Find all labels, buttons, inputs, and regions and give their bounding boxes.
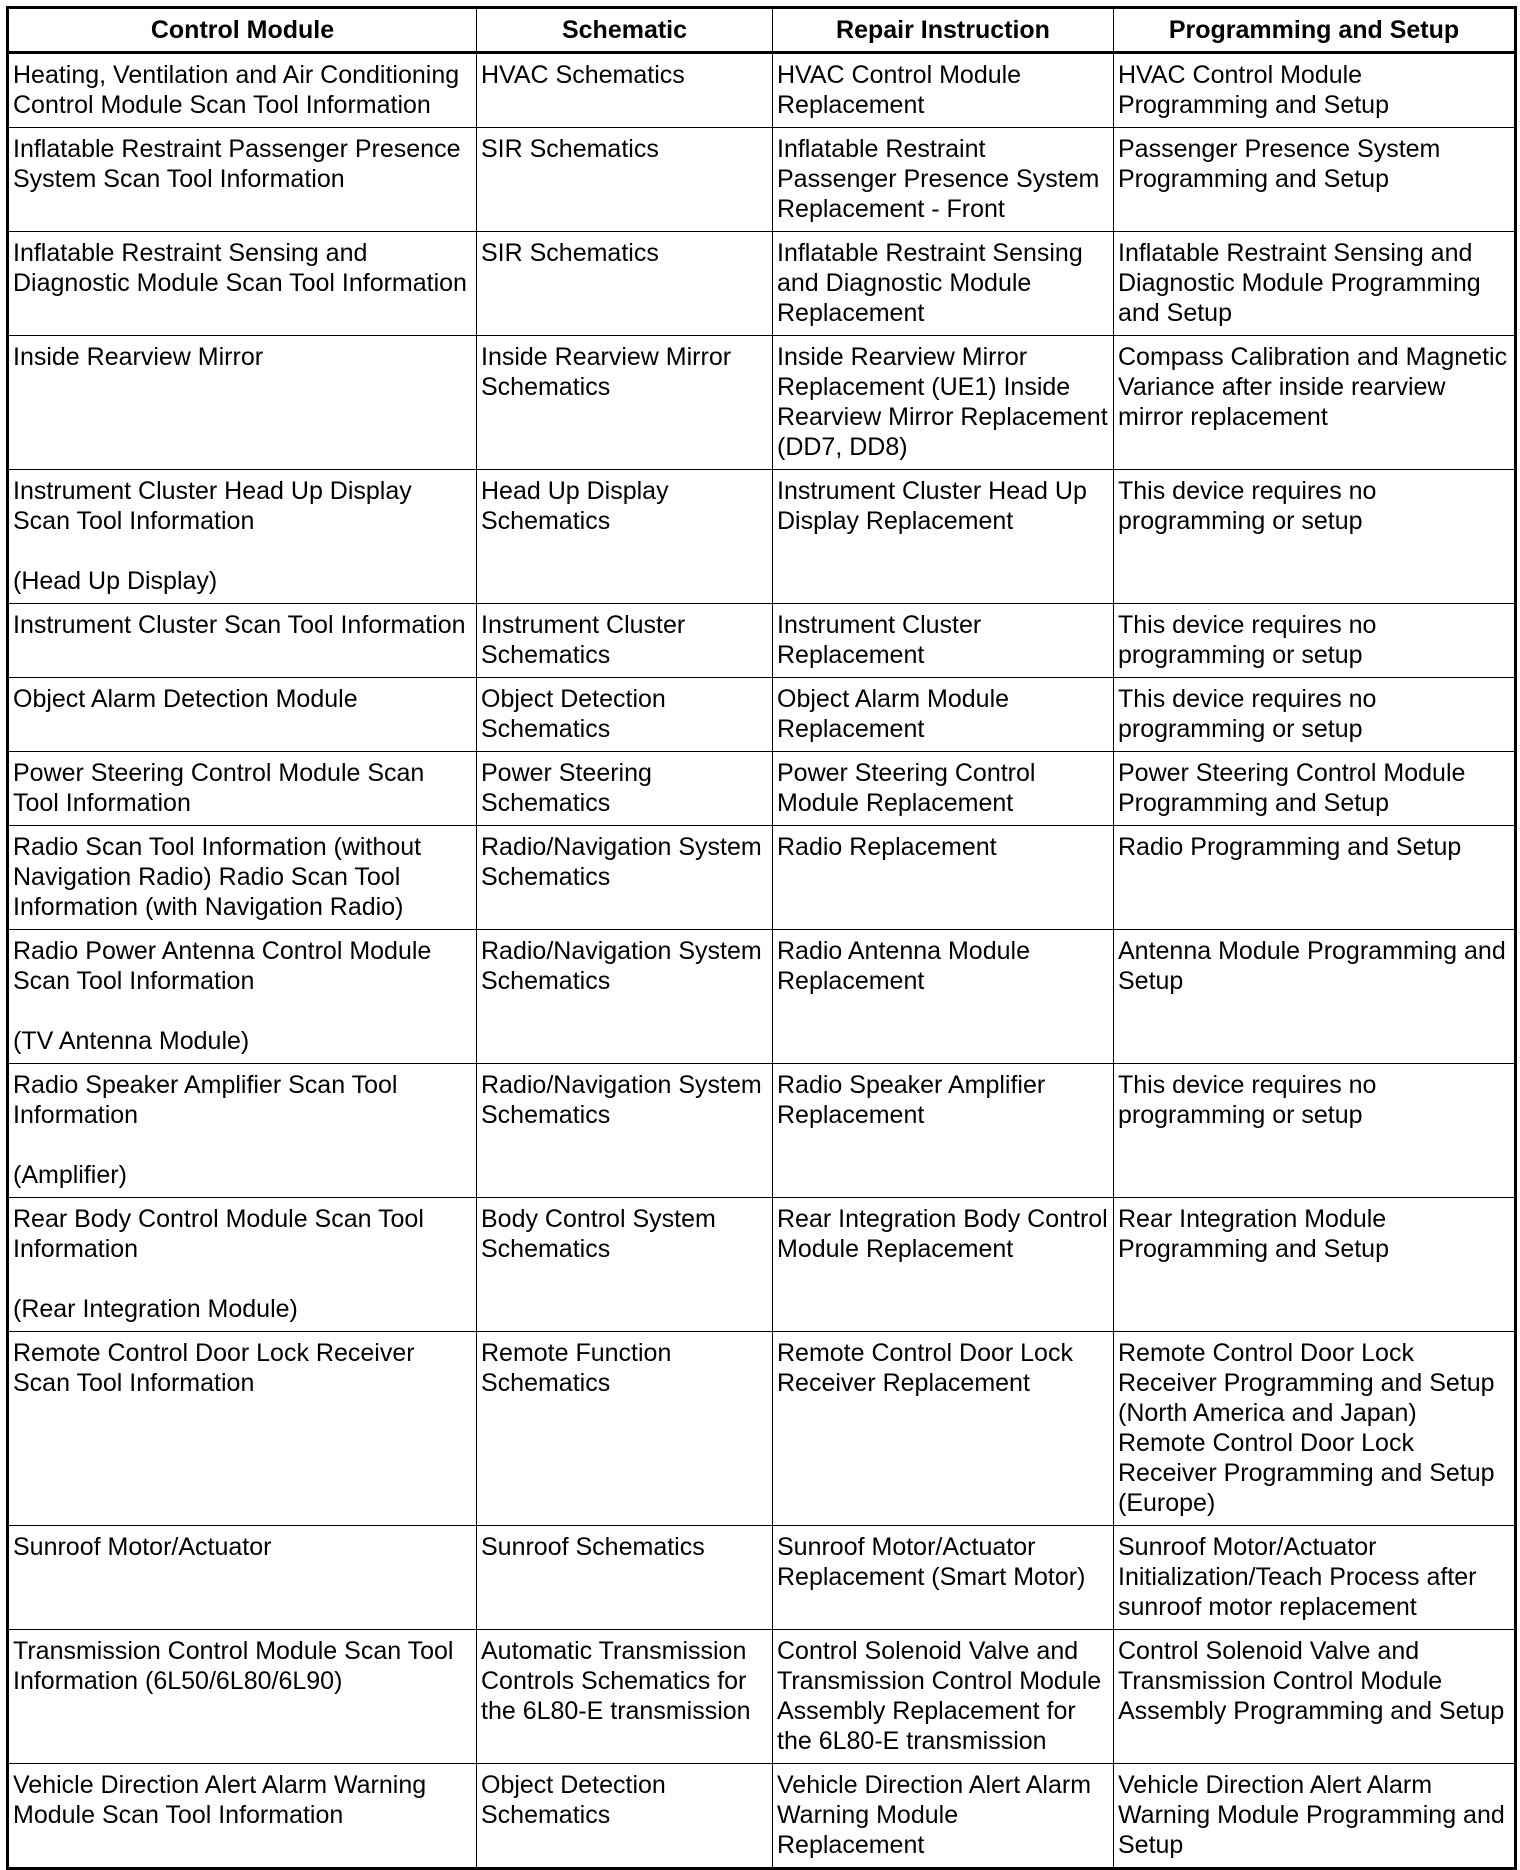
cell-control-module: Radio Speaker Amplifier Scan Tool Information (Amplifier) — [8, 1064, 477, 1198]
cell-repair-instruction: Inflatable Restraint Sensing and Diagnostic Module Replacement — [773, 232, 1114, 336]
table-row — [8, 1526, 1516, 1630]
table-row — [8, 826, 1516, 930]
table-row — [8, 128, 1516, 232]
cell-programming-setup: Compass Calibration and Magnetic Variance after inside rearview mirror replacement — [1114, 336, 1516, 470]
table-row — [8, 232, 1516, 336]
cell-control-module: Remote Control Door Lock Receiver Scan Tool Information — [8, 1332, 477, 1526]
table-row — [8, 930, 1516, 1064]
cell-control-module: Instrument Cluster Scan Tool Information — [8, 604, 477, 678]
table-row — [8, 1064, 1516, 1198]
cell-schematic: Power Steering Schematics — [477, 752, 773, 826]
document-page — [6, 6, 1514, 1870]
cell-schematic: Head Up Display Schematics — [477, 470, 773, 604]
cell-programming-setup: Power Steering Control Module Programming and Setup — [1114, 752, 1516, 826]
header-row — [8, 8, 1516, 53]
cell-schematic: Inside Rearview Mirror Schematics — [477, 336, 773, 470]
cell-repair-instruction: Inside Rearview Mirror Replacement (UE1) Inside Rearview Mirror Replacement (DD7, DD8) — [773, 336, 1114, 470]
cell-repair-instruction: Object Alarm Module Replacement — [773, 678, 1114, 752]
cell-schematic: Object Detection Schematics — [477, 1764, 773, 1869]
table-row — [8, 1630, 1516, 1764]
table-body — [8, 53, 1516, 1869]
table-row — [8, 1198, 1516, 1332]
cell-programming-setup: This device requires no programming or setup — [1114, 678, 1516, 752]
table-row — [8, 1332, 1516, 1526]
table-row — [8, 53, 1516, 128]
table-row — [8, 470, 1516, 604]
cell-control-module: Rear Body Control Module Scan Tool Information (Rear Integration Module) — [8, 1198, 477, 1332]
table-header — [8, 8, 1516, 53]
cell-repair-instruction: Radio Speaker Amplifier Replacement — [773, 1064, 1114, 1198]
cell-schematic: Radio/Navigation System Schematics — [477, 1064, 773, 1198]
cell-schematic: Remote Function Schematics — [477, 1332, 773, 1526]
cell-schematic: HVAC Schematics — [477, 53, 773, 128]
cell-programming-setup: Vehicle Direction Alert Alarm Warning Module Programming and Setup — [1114, 1764, 1516, 1869]
table-row — [8, 604, 1516, 678]
cell-schematic: SIR Schematics — [477, 232, 773, 336]
header-control-module: Control Module — [8, 8, 477, 53]
cell-schematic: Instrument Cluster Schematics — [477, 604, 773, 678]
cell-repair-instruction: Radio Replacement — [773, 826, 1114, 930]
cell-programming-setup: Passenger Presence System Programming and Setup — [1114, 128, 1516, 232]
cell-schematic: Automatic Transmission Controls Schematics for the 6L80-E transmission — [477, 1630, 773, 1764]
table-row — [8, 1764, 1516, 1869]
cell-control-module: Power Steering Control Module Scan Tool Information — [8, 752, 477, 826]
cell-control-module: Inside Rearview Mirror — [8, 336, 477, 470]
cell-repair-instruction: Control Solenoid Valve and Transmission Control Module Assembly Replacement for the 6L80-E transmission — [773, 1630, 1114, 1764]
cell-schematic: Sunroof Schematics — [477, 1526, 773, 1630]
cell-programming-setup: HVAC Control Module Programming and Setup — [1114, 53, 1516, 128]
cell-control-module: Vehicle Direction Alert Alarm Warning Module Scan Tool Information — [8, 1764, 477, 1869]
cell-repair-instruction: Inflatable Restraint Passenger Presence System Replacement - Front — [773, 128, 1114, 232]
cell-programming-setup: Inflatable Restraint Sensing and Diagnostic Module Programming and Setup — [1114, 232, 1516, 336]
cell-control-module: Radio Scan Tool Information (without Navigation Radio) Radio Scan Tool Information (with Navigation Radio) — [8, 826, 477, 930]
cell-programming-setup: Control Solenoid Valve and Transmission Control Module Assembly Programming and Setup — [1114, 1630, 1516, 1764]
cell-repair-instruction: Vehicle Direction Alert Alarm Warning Module Replacement — [773, 1764, 1114, 1869]
cell-programming-setup: Remote Control Door Lock Receiver Programming and Setup (North America and Japan) Remote Control Door Lock Receiver Programming and Setup (Europe) — [1114, 1332, 1516, 1526]
cell-schematic: Radio/Navigation System Schematics — [477, 826, 773, 930]
cell-programming-setup: Rear Integration Module Programming and Setup — [1114, 1198, 1516, 1332]
cell-repair-instruction: Rear Integration Body Control Module Replacement — [773, 1198, 1114, 1332]
cell-programming-setup: Sunroof Motor/Actuator Initialization/Teach Process after sunroof motor replacement — [1114, 1526, 1516, 1630]
table-row — [8, 752, 1516, 826]
cell-schematic: Object Detection Schematics — [477, 678, 773, 752]
header-schematic: Schematic — [477, 8, 773, 53]
cell-schematic: SIR Schematics — [477, 128, 773, 232]
module-reference-table — [6, 6, 1517, 1870]
cell-control-module: Inflatable Restraint Sensing and Diagnostic Module Scan Tool Information — [8, 232, 477, 336]
cell-repair-instruction: Power Steering Control Module Replacement — [773, 752, 1114, 826]
cell-control-module: Instrument Cluster Head Up Display Scan Tool Information (Head Up Display) — [8, 470, 477, 604]
table-row — [8, 336, 1516, 470]
cell-control-module: Heating, Ventilation and Air Conditioning Control Module Scan Tool Information — [8, 53, 477, 128]
cell-control-module: Object Alarm Detection Module — [8, 678, 477, 752]
cell-repair-instruction: Instrument Cluster Replacement — [773, 604, 1114, 678]
cell-repair-instruction: Radio Antenna Module Replacement — [773, 930, 1114, 1064]
cell-repair-instruction: Remote Control Door Lock Receiver Replacement — [773, 1332, 1114, 1526]
cell-repair-instruction: Sunroof Motor/Actuator Replacement (Smart Motor) — [773, 1526, 1114, 1630]
cell-control-module: Inflatable Restraint Passenger Presence System Scan Tool Information — [8, 128, 477, 232]
cell-control-module: Radio Power Antenna Control Module Scan Tool Information (TV Antenna Module) — [8, 930, 477, 1064]
cell-repair-instruction: HVAC Control Module Replacement — [773, 53, 1114, 128]
header-programming-setup: Programming and Setup — [1114, 8, 1516, 53]
cell-programming-setup: This device requires no programming or setup — [1114, 470, 1516, 604]
cell-programming-setup: This device requires no programming or setup — [1114, 604, 1516, 678]
cell-schematic: Body Control System Schematics — [477, 1198, 773, 1332]
cell-programming-setup: This device requires no programming or setup — [1114, 1064, 1516, 1198]
cell-control-module: Transmission Control Module Scan Tool Information (6L50/6L80/6L90) — [8, 1630, 477, 1764]
cell-programming-setup: Radio Programming and Setup — [1114, 826, 1516, 930]
cell-schematic: Radio/Navigation System Schematics — [477, 930, 773, 1064]
cell-control-module: Sunroof Motor/Actuator — [8, 1526, 477, 1630]
cell-repair-instruction: Instrument Cluster Head Up Display Replacement — [773, 470, 1114, 604]
header-repair-instruction: Repair Instruction — [773, 8, 1114, 53]
table-row — [8, 678, 1516, 752]
cell-programming-setup: Antenna Module Programming and Setup — [1114, 930, 1516, 1064]
